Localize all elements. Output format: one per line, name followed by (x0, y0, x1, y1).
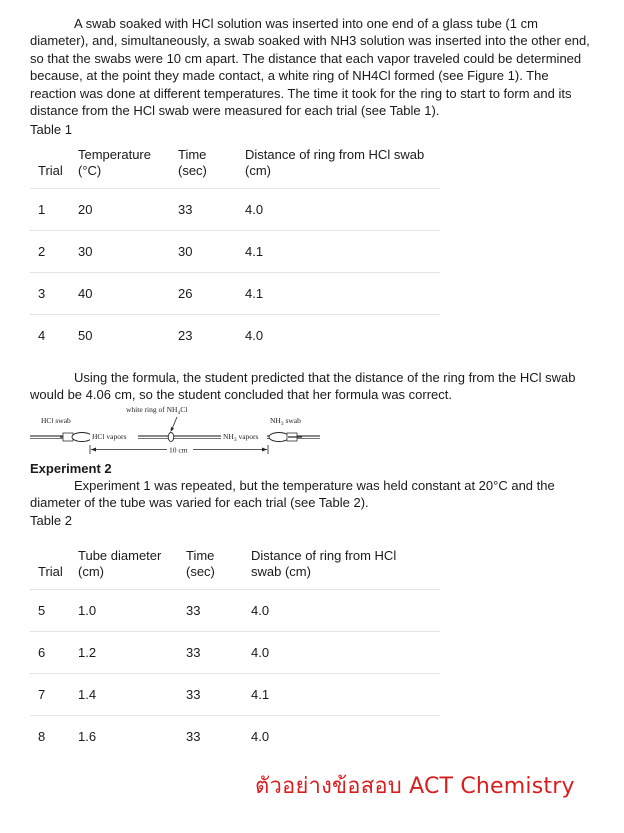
table1-cell-time: 30 (170, 231, 237, 273)
table-row (30, 189, 440, 231)
table2-cell-diameter: 1.6 (78, 729, 97, 744)
table1-header-row (30, 140, 440, 189)
table1 (30, 140, 440, 356)
watermark-text: ตัวอย่างข้อสอบ ACT Chemistry (255, 774, 575, 799)
table2-cell-diameter: 1.2 (70, 632, 178, 674)
table1-cell-distance: 4.0 (237, 189, 440, 231)
table2-cell-time: 33 (186, 729, 201, 744)
nh3-swab-icon (269, 433, 289, 442)
dimension-arrow-right (262, 448, 267, 452)
prediction-paragraph: Using the formula, the student predicted that the distance of the ring from the HCl swab would be 4.06 cm, so the student concluded that her formula was correct. (30, 370, 576, 403)
table1-cell-trial: 3 (30, 273, 70, 315)
table1-cell-trial: 2 (30, 231, 70, 273)
ring-pointer-arrowhead (171, 427, 175, 432)
table2-cell-trial: 6 (30, 632, 70, 674)
table2-cell-trial: 7 (30, 674, 70, 716)
table2-cell-trial: 8 (38, 729, 46, 744)
table2 (30, 531, 440, 757)
hcl-swab-icon (72, 433, 92, 442)
experiment2-paragraph: Experiment 1 was repeated, but the temperature was held constant at 20°C and the diameter of the tube was varied for each trial (see Table 2). (30, 478, 555, 511)
table2-cell-diameter: 1.0 (70, 590, 178, 632)
table1-header-trial: Trial (30, 140, 70, 189)
table2-header-trial: Trial (30, 531, 70, 590)
table2-cell-time: 33 (178, 632, 243, 674)
table1-cell-trial: 4 (38, 328, 46, 343)
table1-cell-temperature: 30 (70, 231, 170, 273)
table2-cell-distance: 4.0 (251, 729, 270, 744)
hcl-swab-holder (63, 433, 73, 441)
hcl-vapors-label: HCl vapors (92, 432, 127, 441)
table1-header-time: Time (sec) (170, 140, 237, 189)
table1-cell-time: 26 (170, 273, 237, 315)
table1-header-distance: Distance of ring from HCl swab (cm) (237, 140, 440, 189)
table-row (30, 590, 440, 632)
table1-cell-temperature: 20 (70, 189, 170, 231)
table2-cell-time: 33 (178, 674, 243, 716)
experiment2-heading: Experiment 2 (30, 461, 112, 476)
table2-header-row (30, 531, 440, 590)
table-row (30, 315, 440, 357)
table2-header-time: Time (sec) (178, 531, 243, 590)
figure-1-diagram (30, 404, 320, 463)
table1-header-temperature: Temperature (°C) (70, 140, 170, 189)
table1-cell-time: 23 (178, 328, 193, 343)
table-row (30, 632, 440, 674)
table-row (30, 273, 440, 315)
white-ring-label: white ring of $NH_4Cl$ (126, 405, 188, 416)
table1-cell-temperature: 50 (78, 328, 93, 343)
table-row (30, 716, 440, 758)
table-row (30, 231, 440, 273)
table2-header-diameter: Tube diameter (cm) (70, 531, 178, 590)
table1-cell-distance: 4.0 (245, 328, 264, 343)
intro-paragraph: A swab soaked with HCl solution was inserted into one end of a glass tube (1 cm diameter), and, simultaneously, a swab soaked with NH3 solution was inserted into the other end, so that the swabs were 10 cm apart. The distance that each vapor traveled could be determined because, at the point they made contact, a white ring of NH4Cl formed (see Figure 1). The reaction was done at different temperatures. The time it took for the ring to start to form and its distance from the HCl swab were measured for each trial (see Table 1). (30, 16, 590, 119)
table1-cell-trial: 1 (30, 189, 70, 231)
nh3-swab-label: $NH_3$ swab (270, 416, 301, 427)
table1-cell-distance: 4.1 (237, 231, 440, 273)
table2-cell-time: 33 (178, 590, 243, 632)
table2-cell-trial: 5 (30, 590, 70, 632)
table2-caption: Table 2 (30, 513, 72, 528)
table2-cell-diameter: 1.4 (70, 674, 178, 716)
dimension-arrow-left (91, 448, 96, 452)
distance-label: 10 cm (169, 445, 188, 455)
table1-cell-distance: 4.1 (237, 273, 440, 315)
white-ring-icon (168, 433, 174, 442)
table1-cell-time: 33 (170, 189, 237, 231)
nh3-vapors-label: $NH_3$ vapors (223, 432, 259, 443)
table-row (30, 674, 440, 716)
table2-cell-distance: 4.1 (243, 674, 440, 716)
ring-pointer-line (172, 417, 177, 429)
table2-cell-distance: 4.0 (243, 590, 440, 632)
table1-cell-temperature: 40 (70, 273, 170, 315)
table1-caption: Table 1 (30, 122, 72, 137)
table2-cell-distance: 4.0 (243, 632, 440, 674)
hcl-swab-label: HCl swab (41, 416, 71, 425)
table2-header-distance: Distance of ring from HCl swab (cm) (243, 531, 440, 590)
